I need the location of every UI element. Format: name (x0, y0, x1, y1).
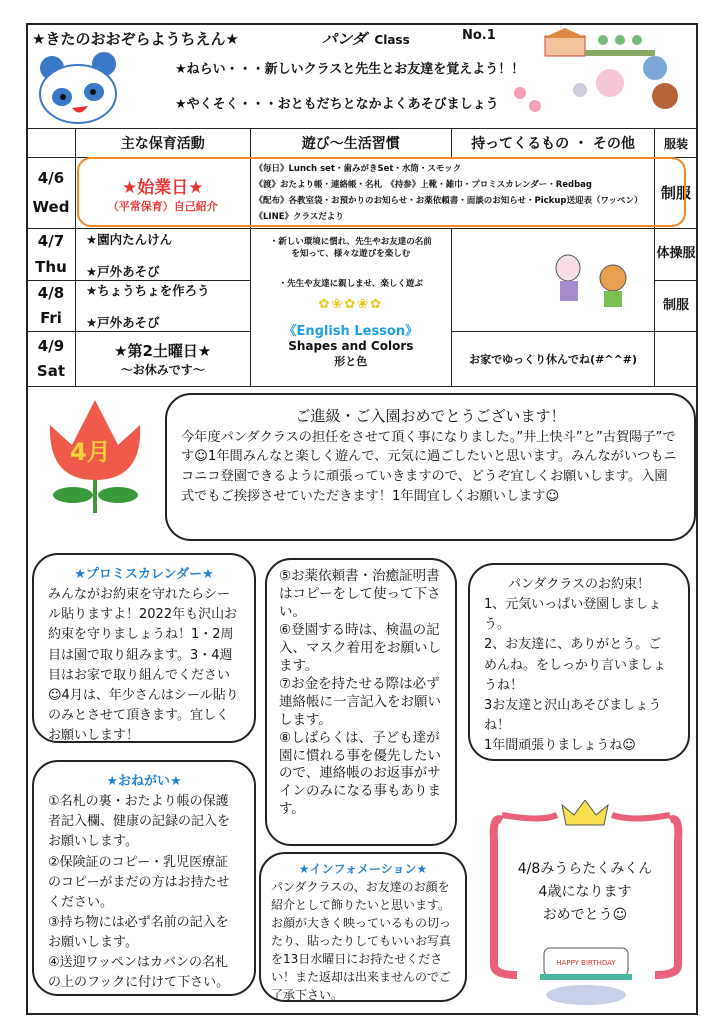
rabbit-bear-illustration (538, 243, 648, 313)
request-item: ③持ち物には必ず名前の記入をお願いします。 (48, 914, 229, 951)
date-cell (27, 229, 76, 281)
clothes-cell (655, 332, 698, 387)
date-cell (27, 158, 76, 229)
promise-text: ★やくそく・・・おともだちとなかよくあそびましょう (175, 97, 499, 112)
promise-calendar-body: みんながお約束を守れたらシール貼りますよ！2022年も沢山お約束を守りましょうね！1・2周目は園で取り組みます。3・4週目はお家で取り組んでください☺4月は、年少さんはシール貼りのみとさせて頂きます。宜しくお願いします！ (48, 587, 239, 744)
class-promise-title: パンダクラスのお約束！ (507, 577, 651, 592)
date: 4/9 (37, 336, 65, 355)
class-name-text: パンダ (322, 30, 367, 48)
play-cell (250, 229, 452, 387)
birthday-line: 4歳になります (538, 884, 632, 901)
date: 4/6 (37, 168, 65, 187)
activity-sub: （平常保育）自己紹介 (107, 199, 218, 213)
activity: ★園内たんけん (85, 231, 173, 247)
highlight-outline (77, 157, 686, 227)
birthday-line: おめでとう☺ (542, 907, 628, 924)
request-item: ①名札の裏・おたより帳の保護者記入欄、健康の記録の記入をお願いします。 (48, 794, 231, 850)
panda-illustration (32, 50, 122, 125)
activity: ★戸外あそび (85, 263, 160, 279)
greeting-box (165, 393, 696, 541)
request-item: ④送迎ワッペンはカバンの名札の上のフックに付けて下さい。 (48, 955, 230, 991)
greeting-title: ご進級・ご入園おめでとうございます！ (295, 407, 566, 425)
promise-calendar-box (32, 553, 256, 743)
requests-box (32, 760, 256, 996)
tulip-month-label: 4月 (70, 438, 111, 466)
class-promise-item: 1年間頑張りましょうね☺ (484, 738, 636, 754)
information-body: パンダクラスの、お友達のお顔を紹介として飾りたいと思います。お顔が大きく映っているもの切ったり、貼ったりしてもいいお写真を13日水曜日にお持たせください！また返却は出来ませんのでご了承下さい。 (271, 880, 452, 1002)
note-item: ⑦お金を持たせる際は必ず連絡帳に一言記入をお願いします。 (279, 675, 441, 728)
activity-title: ★始業日★ (121, 177, 204, 198)
class-promise-box (468, 563, 690, 761)
bring-cell: お家でゆっくり休んでね(#^^#) (452, 332, 655, 387)
weekday: Sat (36, 362, 66, 380)
aim-text: ★ねらい・・・新しいクラスと先生とお友達を覚えよう！！ (175, 62, 525, 77)
activity-cell (75, 229, 250, 281)
date: 4/8 (37, 283, 65, 302)
weekday: Thu (35, 257, 67, 276)
note-item: ⑥登園する時は、検温の記入、マスク着用をお願いします。 (279, 621, 441, 674)
class-promise-item: 3お友達と沢山あそびましょうね！ (484, 697, 662, 733)
activity: ★戸外あそび (85, 315, 160, 330)
col-header-play: 遊び～生活習慣 (250, 129, 452, 158)
date-cell (27, 281, 76, 332)
play-goal: ・先生や友達に親しませ、楽しく遊ぶ (278, 279, 423, 289)
note-item: ⑤お薬依頼書・治癒証明書はコピーをして使って下さい。 (279, 568, 441, 620)
information-box (259, 852, 467, 1002)
item-line: 《渡》おたより帳・連絡帳・名札 《持参》上靴・雑巾・プロミスカレンダー・Redbag (254, 179, 593, 190)
class-promise-item: 1、元気いっぱい登園しましょう。 (484, 597, 662, 633)
class-promise-item: 2、お友達に、ありがとう。ごめんね。をしっかり言いましょうね！ (484, 637, 667, 693)
class-label: Class (374, 33, 410, 47)
birthday-message (500, 858, 670, 927)
class-name (322, 28, 410, 49)
information-title: ★インフォメーション★ (298, 862, 428, 876)
children-illustration (505, 28, 690, 118)
butterfly-decoration: ✿❀✿❀✿ (318, 297, 384, 312)
activity-cell (75, 281, 250, 332)
english-topic: Shapes and Colors (288, 339, 414, 353)
col-header-clothes: 服装 (655, 129, 698, 158)
notes-box (265, 558, 457, 846)
activity-sub: ～お休みです～ (120, 363, 205, 377)
weekday: Fri (40, 309, 62, 327)
promise-calendar-title: ★プロミスカレンダー★ (74, 567, 214, 582)
activity-title: ★第2土曜日★ (114, 342, 212, 360)
item-line: 《配布》各教室袋・お預かりのお知らせ・お薬依頼書・面談のお知らせ・Pickup送迎表（ワッペン） (254, 196, 643, 206)
clothes-cell: 体操服 (655, 229, 698, 281)
cake-text: HAPPY BIRTHDAY (556, 959, 616, 967)
requests-title: ★おねがい★ (106, 774, 182, 789)
activity: ★ちょうちょを作ろう (85, 283, 210, 298)
item-line: 《LINE》クラスだより (254, 212, 344, 223)
clothes-cell: 制服 (655, 158, 698, 229)
date-cell (27, 332, 76, 387)
clothes-cell: 制服 (655, 281, 698, 332)
col-header-activities: 主な保育活動 (75, 129, 250, 158)
issue-number: No.1 (462, 28, 496, 43)
col-header-bring: 持ってくるもの ・ その他 (452, 129, 655, 158)
activity-cell (75, 332, 250, 387)
english-lesson-title: 《English Lesson》 (283, 324, 419, 339)
bring-cell (452, 229, 655, 332)
item-line: 《毎日》Lunch set・歯みがきSet・水筒・スモック (254, 163, 462, 174)
date: 4/7 (37, 232, 65, 250)
play-goal: ・新しい環境に慣れ、先生やお友達の名前を知って、様々な遊びを楽しむ (269, 237, 432, 259)
school-name: ★きたのおおぞらようちえん★ (32, 30, 239, 48)
english-topic-ja: 形と色 (334, 355, 368, 368)
note-item: ⑧しばらくは、子ども達が園に慣れる事を優先したいので、連絡帳のお返事がサインのみになる事もあります。 (279, 729, 441, 818)
greeting-body: 今年度パンダクラスの担任をさせて頂く事になりました。”井上快斗”と”古賀陽子”です☺1年間みんなと楽しく遊んで、元気に過ごしたいと思います。みんながいつもニコニコ登園できるように頑張っていきますので、どうぞ宜しくお願いします。入園式でもご挨拶させていただきます！1年間宜しくお願いします☺ (181, 429, 677, 504)
table-row (27, 229, 698, 281)
request-item: ②保険証のコピー・乳児医療証のコピーがまだの方はお持たせください。 (48, 854, 230, 910)
birthday-line: 4/8みうらたくみくん (517, 861, 653, 877)
weekday: Wed (32, 198, 70, 216)
corner-cell (27, 129, 76, 158)
